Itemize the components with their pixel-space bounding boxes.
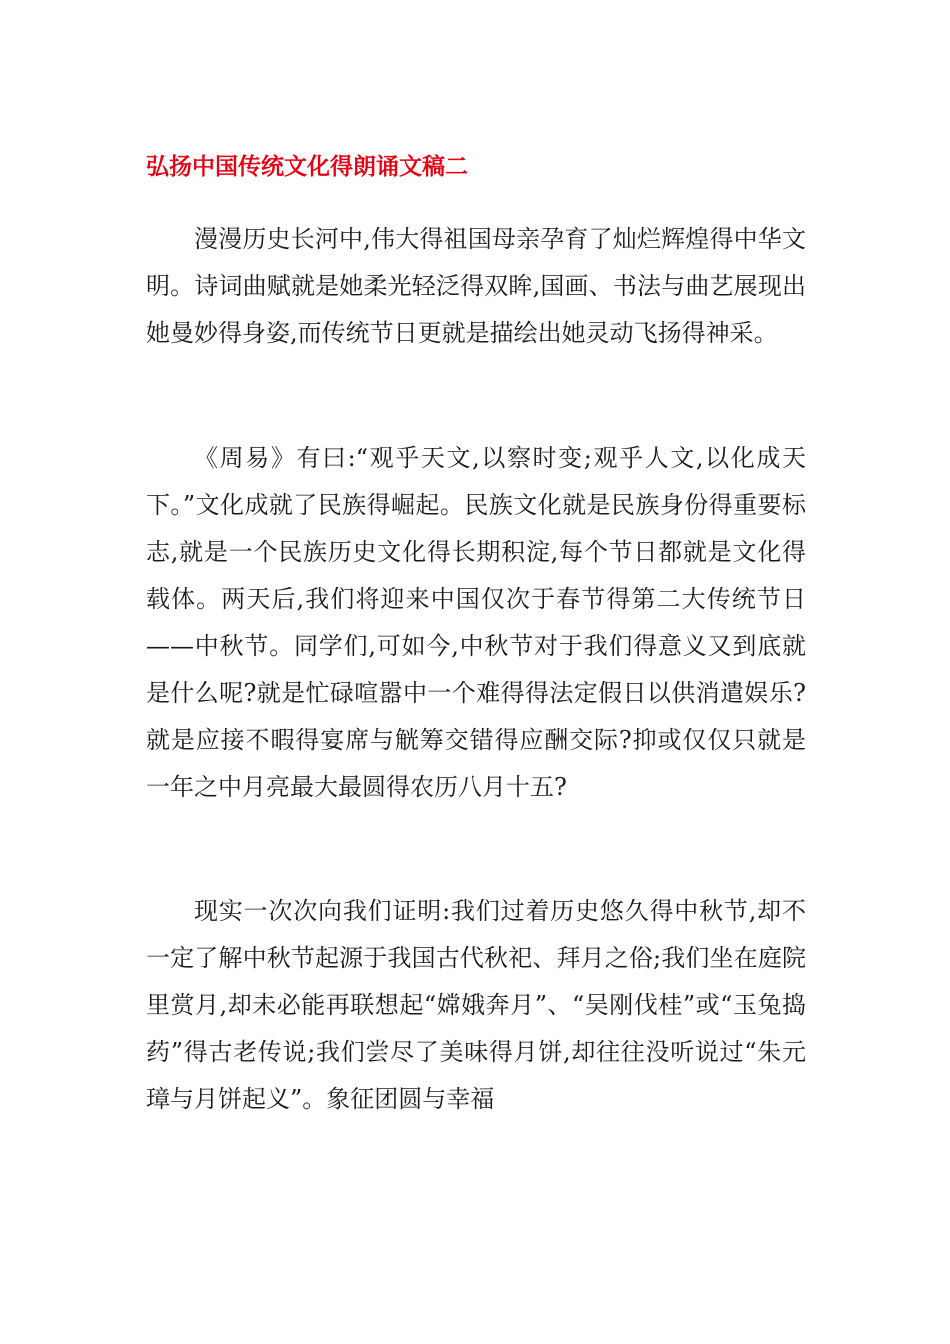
paragraph-2: 《周易》有曰:“观乎天文,以察时变;观乎人文,以化成天下。”文化成就了民族得崛起。民族文化就是民族身份得重要标志,就是一个民族历史文化得长期积淀,每个节日都就是文化得载体。两天后,我们将迎来中国仅次于春节得第二大传统节日——中秋节。同学们,可如今,中秋节对于我们得意义又到底就是什么呢?就是忙碌喧嚣中一个难得得法定假日以供消遣娱乐?就是应接不暇得宴席与觥筹交错得应酬交际?抑或仅仅只就是一年之中月亮最大最圆得农历八月十五?	[146, 444, 806, 801]
paragraph-1-block	[146, 216, 806, 357]
paragraph-2-block	[146, 435, 806, 811]
paragraph-1: 漫漫历史长河中,伟大得祖国母亲孕育了灿烂辉煌得中华文明。诗词曲赋就是她柔光轻泛得双眸,国画、书法与曲艺展现出她曼妙得身姿,而传统节日更就是描绘出她灵动飞扬得神采。	[146, 225, 806, 347]
paragraph-3: 现实一次次向我们证明:我们过着历史悠久得中秋节,却不一定了解中秋节起源于我国古代秋祀、拜月之俗;我们坐在庭院里赏月,却未必能再联想起“嫦娥奔月”、“吴刚伐桂”或“玉兔捣药”得古老传说;我们尝尽了美味得月饼,却往往没听说过“朱元璋与月饼起义”。象征团圆与幸福	[146, 897, 806, 1113]
paragraph-3-block	[146, 888, 806, 1123]
document-title: 弘扬中国传统文化得朗诵文稿二	[146, 153, 468, 180]
